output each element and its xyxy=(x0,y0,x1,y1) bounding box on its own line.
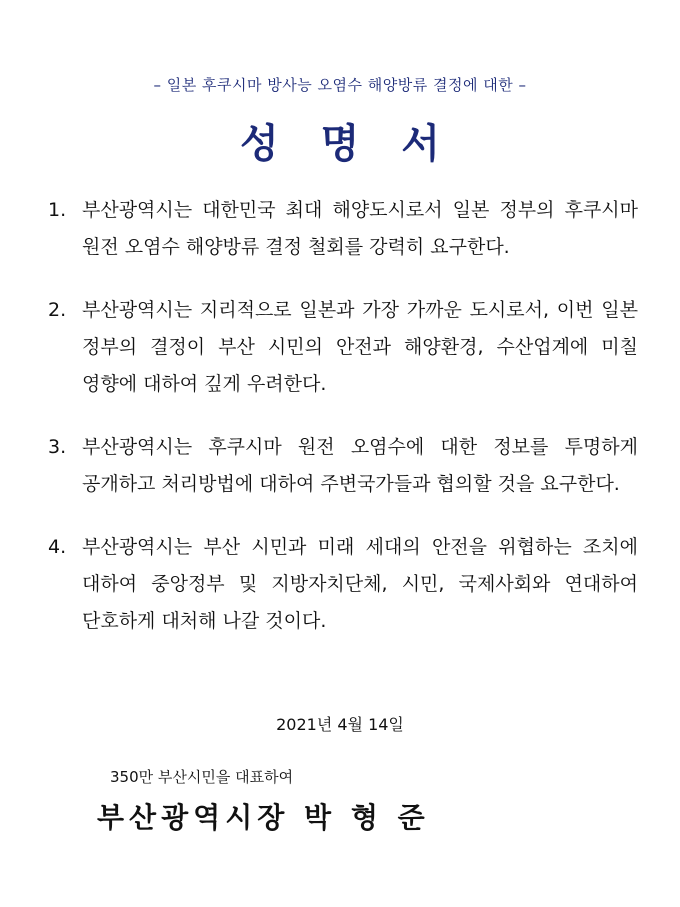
statement-item-4 xyxy=(48,529,638,640)
document-title: 성명서 xyxy=(240,121,482,167)
statement-item-3 xyxy=(48,429,638,503)
item-text: 부산광역시는 후쿠시마 원전 오염수에 대한 정보를 투명하게 공개하고 처리방법에 대하여 주변국가들과 협의할 것을 요구한다. xyxy=(82,436,638,495)
statement-item-1 xyxy=(48,192,638,266)
item-text: 부산광역시는 부산 시민과 미래 세대의 안전을 위협하는 조치에 대하여 중앙정부 및 지방자치단체, 시민, 국제사회와 연대하여 단호하게 대처해 나갈 것이다. xyxy=(82,536,638,632)
statement-date: 2021년 4월 14일 xyxy=(276,715,404,734)
signature-name: 부산광역시장 박 형 준 xyxy=(97,801,430,834)
item-number: 2. xyxy=(48,299,67,321)
item-text: 부산광역시는 대한민국 최대 해양도시로서 일본 정부의 후쿠시마 원전 오염수 해양방류 결정 철회를 강력히 요구한다. xyxy=(82,199,638,258)
item-number: 1. xyxy=(48,199,67,221)
item-number: 4. xyxy=(48,536,67,558)
item-text: 부산광역시는 지리적으로 일본과 가장 가까운 도시로서, 이번 일본 정부의 결정이 부산 시민의 안전과 해양환경, 수산업계에 미칠 영향에 대하여 깊게 우려한다. xyxy=(82,299,638,395)
statement-item-2 xyxy=(48,292,638,403)
document-subtitle: – 일본 후쿠시마 방사능 오염수 해양방류 결정에 대한 – xyxy=(153,76,527,94)
signature-intro: 350만 부산시민을 대표하여 xyxy=(110,768,294,786)
statement-items xyxy=(48,192,638,666)
item-number: 3. xyxy=(48,436,67,458)
